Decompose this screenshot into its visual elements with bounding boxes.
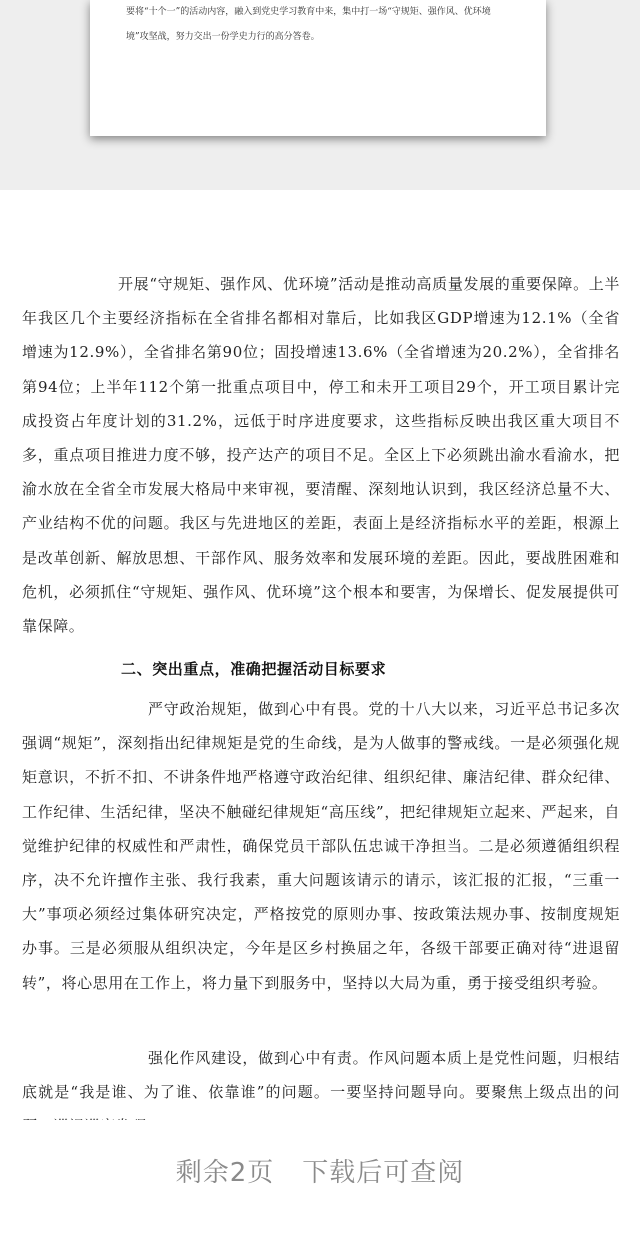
download-to-view-label: 下载后可查阅 xyxy=(302,1158,465,1188)
document-preview-area xyxy=(0,0,640,190)
paragraph-3: 强化作风建设，做到心中有责。作风问题本质上是党性问题，归根结底就是“我是谁、为了谁、依靠谁”的问题。一要坚持问题导向。要聚焦上级点出的问 xyxy=(22,1049,620,1102)
paragraph-1: 开展“守规矩、强作风、优环境”活动是推动高质量发展的重要保障。上半年我区几个主要经济指标在全省排名都相对靠后，比如我区GDP增速为12.1%（全省增速为12.9%），全省排名第90位；固投增速13.6%（全省增速为20.2%），全省排名第94位；上半年112个第一批重点项目中，停工和未开工项目29个，开工项目累计完成投资占年度计划的31.2%，远低于时序进度要求，这些指标反映出我区重大项目不多，重点项目推进力度不够，投产达产的项目不足。全区上下必须跳出渝水看渝水，把渝水放在全省全市发展大格局中来审视，要清醒、深刻地认识到，我区经济总量不大、产业结构不优的问题。我区与先进地区的差距，表面上是经济指标水平的差距，根源上是改革创新、解放思想、干部作风、服务效率和发展环境的差距。因此，要战胜困难和危机，必须抓住“守规矩、强作风、优环境”这个根本和要害，为保增长、促发展提供可靠保障。 xyxy=(22,275,620,636)
download-prompt[interactable] xyxy=(0,1152,640,1189)
preview-page-card xyxy=(90,0,546,136)
paragraph-2: 严守政治规矩，做到心中有畏。党的十八大以来，习近平总书记多次强调“规矩”，深刻指出纪律规矩是党的生命线，是为人做事的警戒线。一是必须强化规矩意识，不折不扣、不讲条件地严格遵守政治纪律、组织纪律、廉洁纪律、群众纪律、工作纪律、生活纪律，坚决不触碰纪律规矩“高压线”，把纪律规矩立起来、严起来，自觉维护纪律的权威性和严肃性，确保党员干部队伍忠诚干净担当。二是必须遵循组织程序，决不允许擅作主张、我行我素，重大问题该请示的请示，该汇报的汇报，“三重一大”事项必须经过集体研究决定，严格按党的原则办事、按政策法规办事、按制度规矩办事。三是必须服从组织决定，今年是区乡村换届之年，各级干部要正确对待“进退留转”，将心思用在工作上，将力量下到服务中，坚持以大局为重，勇于接受组织考验。 xyxy=(22,700,620,992)
document-body xyxy=(22,267,620,643)
section-heading-container xyxy=(22,652,620,686)
section-heading-2: 二、突出重点，准确把握活动目标要求 xyxy=(121,660,387,678)
preview-line-1: 要将“十个一”的活动内容，融入到党史学习教育中来，集中打一场“守规矩、强作风、优环境 xyxy=(126,7,491,17)
preview-line-2: 境”攻坚战，努力交出一份学史力行的高分答卷。 xyxy=(126,32,320,42)
paragraph-2-container xyxy=(22,692,620,1000)
preview-page-text xyxy=(126,0,518,50)
remaining-pages-label: 剩余2页 xyxy=(175,1158,275,1188)
